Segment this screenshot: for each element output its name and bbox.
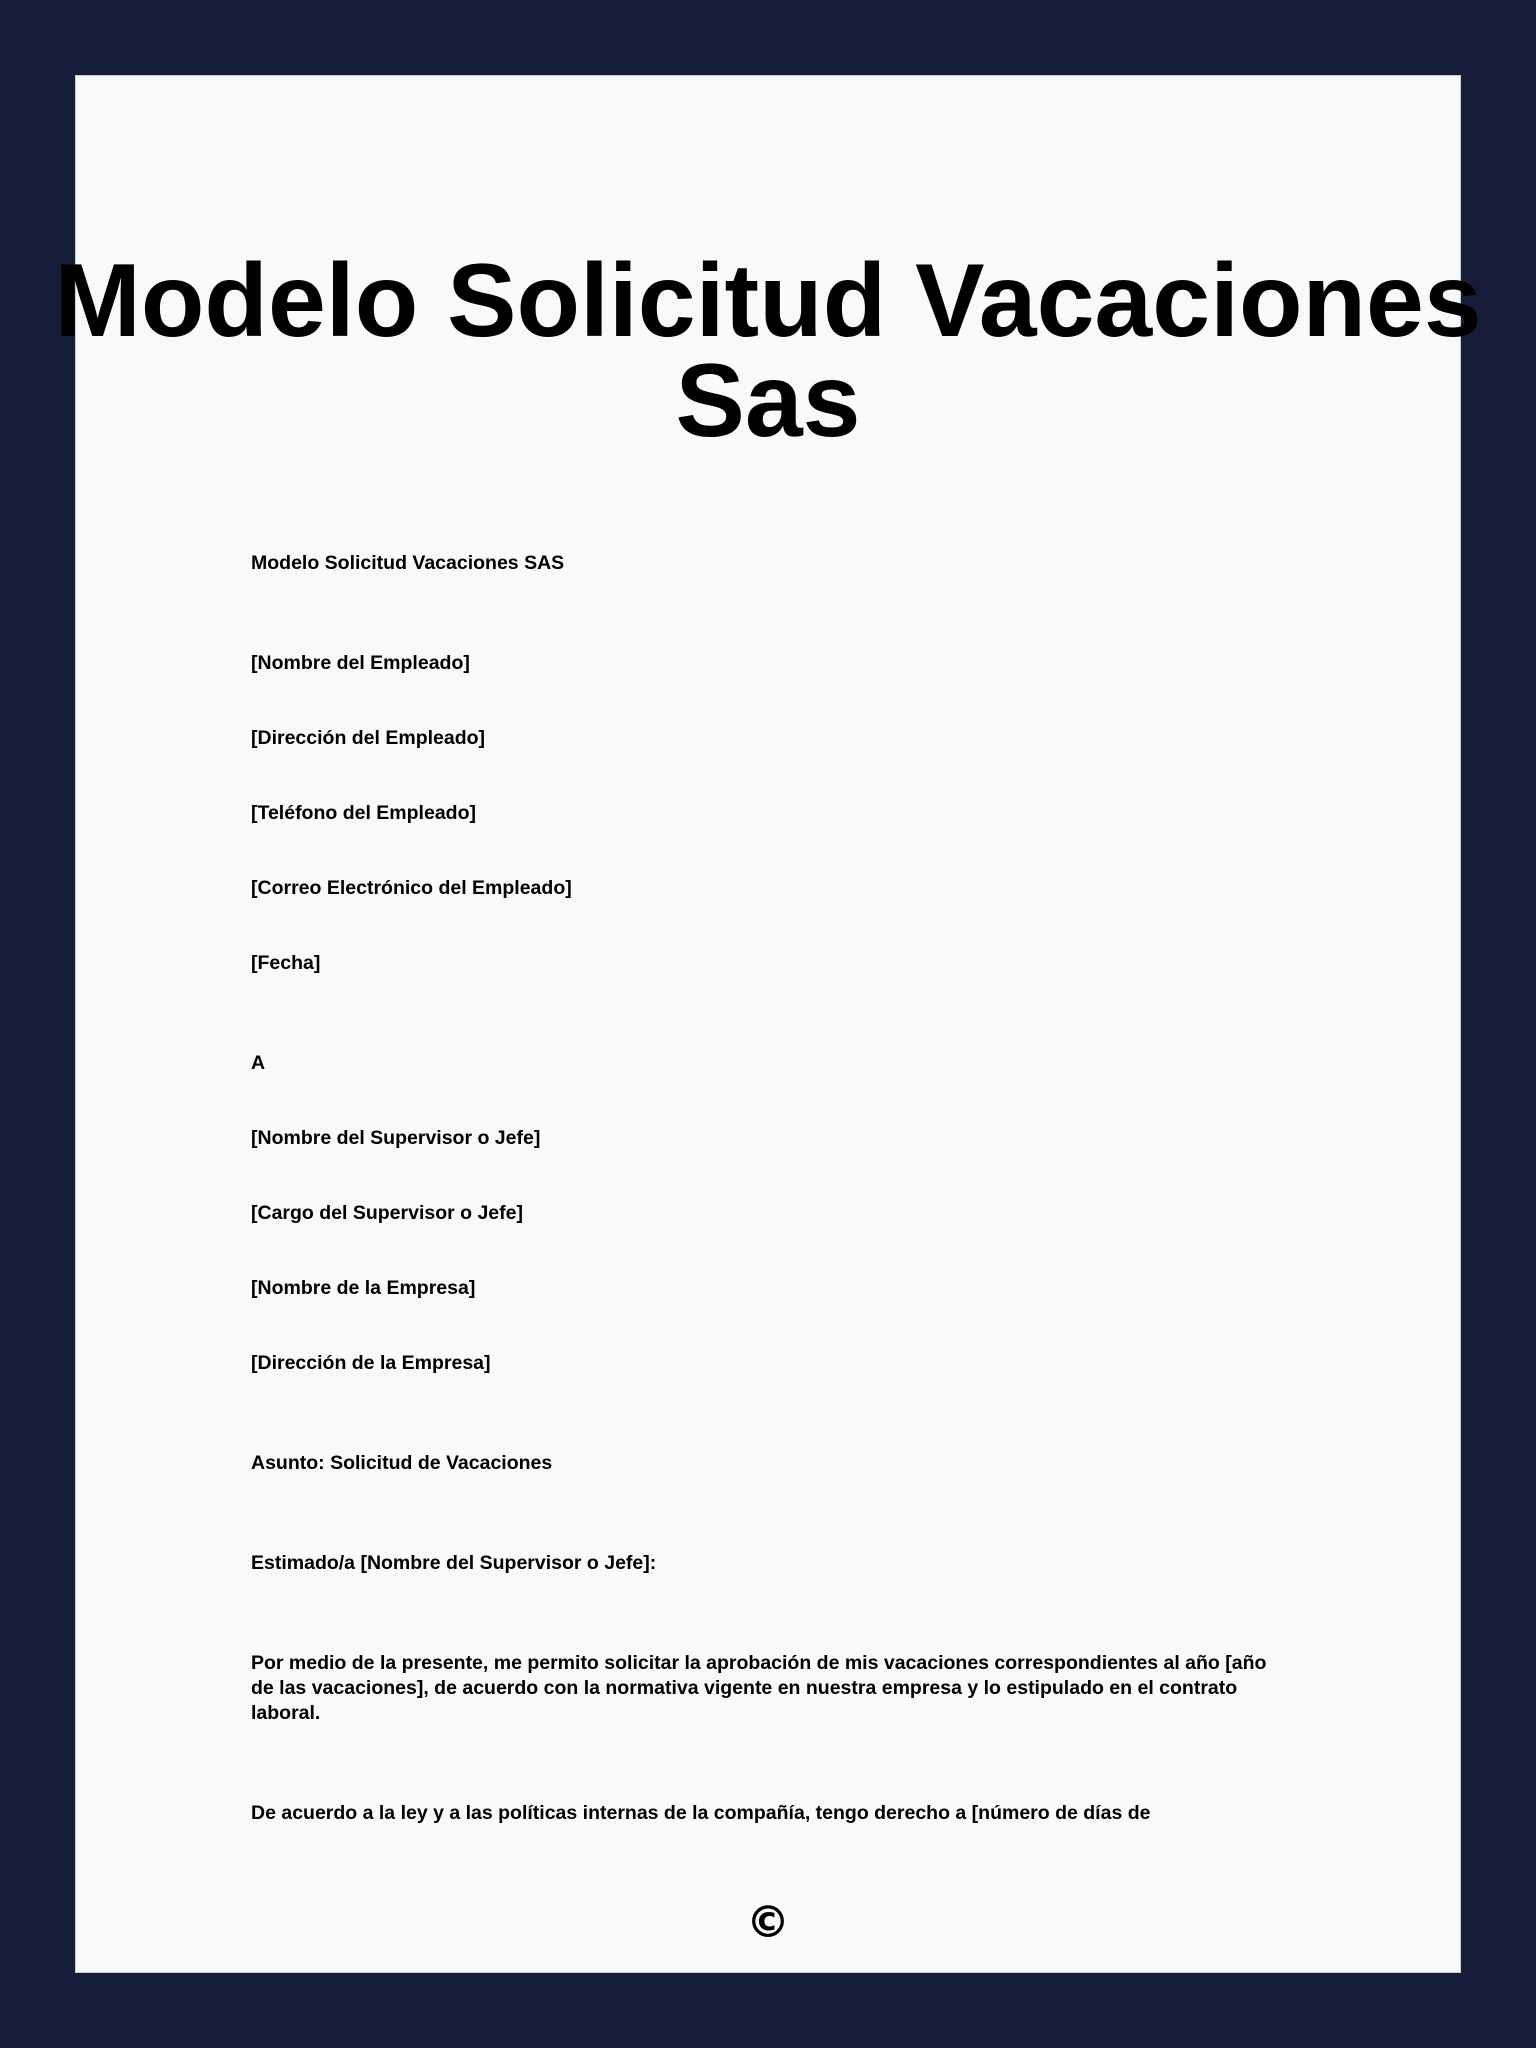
letter-subject: Asunto: Solicitud de Vacaciones xyxy=(251,1452,553,1474)
copyright-icon: © xyxy=(746,1897,790,1948)
letter-paragraph-2: De acuerdo a la ley y a las políticas internas de la compañía, tengo derecho a [número de días de xyxy=(251,1802,1151,1824)
recipient-to: A xyxy=(251,1052,266,1074)
document-page xyxy=(54,75,1482,1973)
employee-name: [Nombre del Empleado] xyxy=(251,652,470,674)
letter-date: [Fecha] xyxy=(251,952,321,974)
supervisor-name: [Nombre del Supervisor o Jefe] xyxy=(251,1127,541,1149)
document-title: Modelo Solicitud Vacaciones Sas xyxy=(54,243,1482,459)
letter-paragraph-1: Por medio de la presente, me permito solicitar la aprobación de mis vacaciones correspondientes al año [año de las vacaciones], de acuerdo con la normativa vigente en nuestra empresa y lo estipulado en el contrato laboral. xyxy=(251,1652,1267,1724)
employee-email: [Correo Electrónico del Empleado] xyxy=(251,877,572,899)
employee-phone: [Teléfono del Empleado] xyxy=(251,802,476,824)
document-heading: Modelo Solicitud Vacaciones SAS xyxy=(251,552,565,574)
supervisor-position: [Cargo del Supervisor o Jefe] xyxy=(251,1202,523,1224)
company-address: [Dirección de la Empresa] xyxy=(251,1352,491,1374)
employee-address: [Dirección del Empleado] xyxy=(251,727,486,749)
letter-greeting: Estimado/a [Nombre del Supervisor o Jefe]: xyxy=(251,1552,657,1574)
company-name: [Nombre de la Empresa] xyxy=(251,1277,476,1299)
